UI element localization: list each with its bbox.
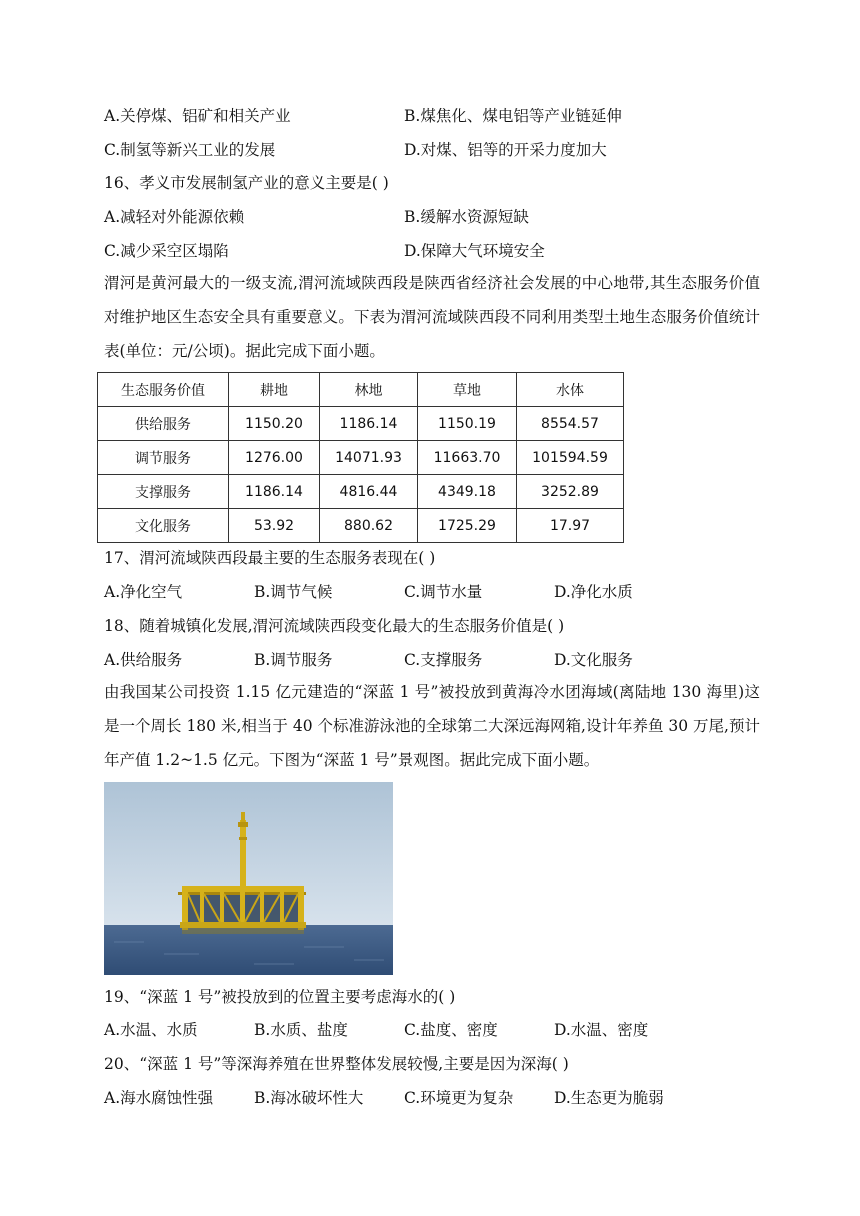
- q16-option-d[interactable]: D.保障大气环境安全: [404, 242, 545, 260]
- table-cell: 11663.70: [418, 441, 517, 475]
- table-cell: 1186.14: [320, 407, 418, 441]
- q18-stem: 18、随着城镇化发展,渭河流域陕西段变化最大的生态服务价值是( ): [104, 617, 565, 635]
- table-cell: 1276.00: [229, 441, 320, 475]
- table-row: [98, 441, 624, 475]
- table-cell: 供给服务: [98, 407, 229, 441]
- table-cell: 3252.89: [517, 475, 624, 509]
- passage-shenlan: 由我国某公司投资 1.15 亿元建造的“深蓝 1 号”被投放到黄海冷水团海域(离陆地 130 海里)这是一个周长 180 米,相当于 40 个标准游泳池的全球第二大深远海网箱,设计年养鱼 30 万尾,预计年产值 1.2~1.5 亿元。下图为“深蓝 1 号”景观图。据此完成下面小题。: [104, 683, 760, 769]
- table-cell: 支撑服务: [98, 475, 229, 509]
- table-header-cell: 耕地: [229, 373, 320, 407]
- table-cell: 14071.93: [320, 441, 418, 475]
- table-cell: 1725.29: [418, 509, 517, 543]
- table-cell: 17.97: [517, 509, 624, 543]
- q19-option-a[interactable]: A.水温、水质: [104, 1021, 198, 1039]
- q19-option-d[interactable]: D.水温、密度: [554, 1021, 649, 1039]
- ecosystem-value-table: [97, 372, 624, 543]
- table-header-cell: 水体: [517, 373, 624, 407]
- q18-option-a[interactable]: A.供给服务: [104, 651, 183, 669]
- q15-option-c[interactable]: C.制氢等新兴工业的发展: [104, 141, 276, 159]
- table-row: [98, 407, 624, 441]
- q18-option-b[interactable]: B.调节服务: [254, 651, 333, 669]
- shenlan-cage-illustration: [104, 782, 393, 975]
- q20-option-d[interactable]: D.生态更为脆弱: [554, 1089, 664, 1107]
- table-cell: 文化服务: [98, 509, 229, 543]
- table-row: [98, 475, 624, 509]
- q19-stem: 19、“深蓝 1 号”被投放到的位置主要考虑海水的( ): [104, 988, 456, 1006]
- table-cell: 4816.44: [320, 475, 418, 509]
- table-cell: 880.62: [320, 509, 418, 543]
- q17-stem: 17、渭河流域陕西段最主要的生态服务表现在( ): [104, 549, 436, 567]
- q18-option-c[interactable]: C.支撑服务: [404, 651, 483, 669]
- table-cell: 调节服务: [98, 441, 229, 475]
- table-header-cell: 生态服务价值: [98, 373, 229, 407]
- table-cell: 1150.20: [229, 407, 320, 441]
- q17-option-c[interactable]: C.调节水量: [404, 583, 483, 601]
- q16-option-a[interactable]: A.减轻对外能源依赖: [104, 208, 245, 226]
- table-cell: 1150.19: [418, 407, 517, 441]
- q16-option-b[interactable]: B.缓解水资源短缺: [404, 208, 529, 226]
- table-header-cell: 草地: [418, 373, 517, 407]
- q20-stem: 20、“深蓝 1 号”等深海养殖在世界整体发展较慢,主要是因为深海( ): [104, 1055, 569, 1073]
- q15-option-b[interactable]: B.煤焦化、煤电铝等产业链延伸: [404, 107, 622, 125]
- table-cell: 1186.14: [229, 475, 320, 509]
- table-cell: 4349.18: [418, 475, 517, 509]
- q20-option-b[interactable]: B.海冰破坏性大: [254, 1089, 364, 1107]
- table-header-row: [98, 373, 624, 407]
- passage-weihe: 渭河是黄河最大的一级支流,渭河流域陕西段是陕西省经济社会发展的中心地带,其生态服务价值对维护地区生态安全具有重要意义。下表为渭河流域陕西段不同利用类型土地生态服务价值统计表(单位：元/公顷)。据此完成下面小题。: [104, 274, 760, 360]
- q16-stem: 16、孝义市发展制氢产业的意义主要是( ): [104, 174, 389, 192]
- q17-option-b[interactable]: B.调节气候: [254, 583, 333, 601]
- table-cell: 101594.59: [517, 441, 624, 475]
- table-cell: 53.92: [229, 509, 320, 543]
- q18-option-d[interactable]: D.文化服务: [554, 651, 633, 669]
- table-row: [98, 509, 624, 543]
- table-cell: 8554.57: [517, 407, 624, 441]
- q17-option-a[interactable]: A.净化空气: [104, 583, 183, 601]
- q19-option-c[interactable]: C.盐度、密度: [404, 1021, 498, 1039]
- table-header-cell: 林地: [320, 373, 418, 407]
- q20-option-c[interactable]: C.环境更为复杂: [404, 1089, 514, 1107]
- q19-option-b[interactable]: B.水质、盐度: [254, 1021, 348, 1039]
- q17-option-d[interactable]: D.净化水质: [554, 583, 633, 601]
- q20-option-a[interactable]: A.海水腐蚀性强: [104, 1089, 214, 1107]
- shenlan-cage-photo: [104, 782, 393, 975]
- q15-option-a[interactable]: A.关停煤、铝矿和相关产业: [104, 107, 291, 125]
- q16-option-c[interactable]: C.减少采空区塌陷: [104, 242, 229, 260]
- q15-option-d[interactable]: D.对煤、铝等的开采力度加大: [404, 141, 607, 159]
